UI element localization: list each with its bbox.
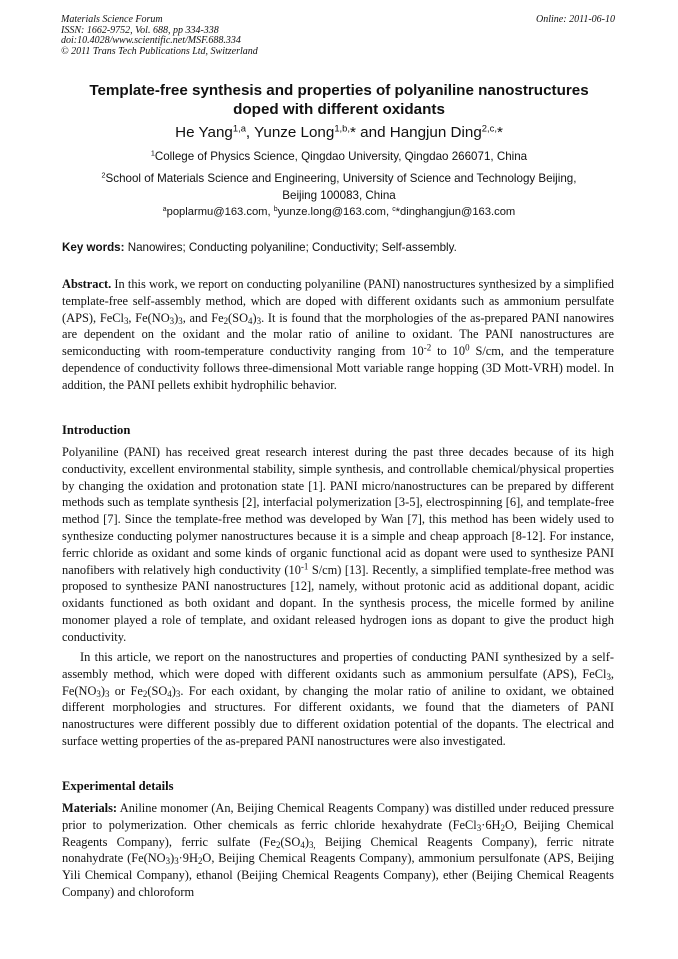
author-emails — [61, 206, 617, 218]
copyright-line: © 2011 Trans Tech Publications Ltd, Switzerland — [61, 45, 258, 57]
affiliation-1 — [61, 149, 617, 166]
email-mark: c — [392, 205, 396, 213]
affiliation-number: 1 — [150, 148, 155, 158]
subscript: 3 — [174, 856, 179, 867]
email-mark: b — [273, 205, 278, 213]
subscript: 3 — [123, 315, 129, 326]
body-text: , Fe(NO — [62, 666, 614, 698]
online-date: Online: 2011-06-10 — [536, 14, 615, 25]
affiliation-number: 2 — [101, 170, 106, 180]
doi-line: doi:10.4028/www.scientific.net/MSF.688.334 — [61, 35, 241, 46]
abstract-text: S/cm, and the temperature dependence of conductivity follows three-dimensional Mott variable range hopping (3D Mott-VRH) model. In addition, the PANI pellets exhibit hydrophilic behavior. — [62, 344, 614, 392]
email-mark: a — [162, 205, 167, 213]
body-text: (SO — [280, 834, 301, 849]
abstract-text: (SO — [228, 310, 249, 325]
corresponding-mark: * — [496, 124, 503, 141]
issn-line: ISSN: 1662-9752, Vol. 688, pp 334-338 — [61, 24, 219, 36]
journal-name: Materials Science Forum — [61, 14, 163, 25]
affiliation-text: School of Materials Science and Engineering, University of Science and Technology Beijing, — [105, 172, 577, 185]
superscript: -1 — [300, 561, 309, 572]
body-text: (SO — [147, 683, 168, 698]
body-text: ) — [171, 683, 176, 698]
superscript: 0 — [465, 342, 470, 353]
subscript: 3 — [169, 315, 175, 326]
abstract-text: ) — [174, 310, 179, 325]
superscript: -2 — [423, 342, 432, 353]
materials-paragraph — [62, 800, 614, 901]
body-text: ) — [170, 851, 175, 866]
body-text: In this article, we report on the nanostructures and properties of conducting PANI synthesized by a self-assembly method, which were doped with different oxidants such as ammonium persulfate (APS), FeCl — [62, 650, 614, 681]
subscript: 2 — [223, 315, 229, 326]
title-line-1: Template-free synthesis and properties of polyaniline nanostructures — [89, 82, 589, 99]
title-line-2: doped with different oxidants — [233, 100, 445, 118]
subscript: 3 — [165, 856, 171, 867]
body-text: ·9H — [178, 851, 198, 866]
abstract-text: , and Fe — [182, 310, 224, 325]
intro-paragraph-1 — [62, 444, 614, 646]
abstract-text: ) — [252, 310, 257, 325]
affiliation-text: College of Physics Science, Qingdao University, Qingdao 266071, China — [154, 150, 528, 163]
intro-paragraph-2 — [62, 649, 614, 750]
body-text: Beijing Chemical Reagents Company), ferric nitrate nonahydrate (Fe(NO — [62, 834, 614, 866]
affiliation-2 — [61, 171, 617, 204]
body-text: O, Beijing Chemical Reagents Company), ferric sulfate (Fe — [62, 817, 614, 849]
author-separator: and — [355, 124, 390, 141]
subscript: 2 — [197, 856, 203, 867]
subscript: 3 — [606, 672, 611, 683]
body-text: . For each oxidant, by changing the molar ratio of aniline to oxidant, we obtained different morphologies and structures. For different oxidants, we found that the diameters of PANI nanostructures were different possibly due to different oxidation potential of the dopants. The electrical and surface wetting properties of the as-prepared PANI nanostructures were also investigated. — [62, 683, 614, 748]
email-address: yunze.long@163.com, — [277, 206, 393, 218]
abstract-text: to 10 — [431, 344, 466, 359]
email-address: poplarmu@163.com, — [166, 206, 274, 218]
abstract-text: , Fe(NO — [128, 310, 170, 325]
body-text: Aniline monomer (An, Beijing Chemical Reagents Company) was distilled under reduced pressure prior to polymerization. Other chemicals as ferric chloride hexahydrate (FeCl — [62, 801, 614, 832]
subscript: 3 — [175, 688, 181, 699]
author-separator: , — [245, 124, 255, 141]
paper-title — [61, 82, 617, 119]
subscript: 3 — [256, 315, 262, 326]
keywords-label: Key words: — [62, 241, 125, 254]
author-list — [61, 124, 617, 141]
author-name: Hangjun Ding — [389, 124, 482, 141]
abstract-text: In this work, we report on conducting polyaniline (PANI) nanostructures synthesized by a simplified template-free self-assembly method, which are doped with different oxidants such as ammonium persulfate (APS), FeCl — [62, 277, 614, 325]
subscript: 4 — [300, 839, 305, 850]
abstract-text: . It is found that the morphologies of the as-prepared PANI nanowires are dependent on the oxidant and the molar ratio of aniline to oxidant. The PANI nanostructures are semiconducting with room-temperature conductivity ranging from 10 — [62, 310, 614, 359]
subscript: 2 — [500, 823, 505, 834]
body-text: or Fe — [109, 683, 143, 698]
body-text: S/cm) [13]. Recently, a simplified template-free method was proposed to synthesize PANI nanostructures [12], namely, without protonic acid as additional dopant, acidic oxidants functioned as both oxidant and dopant. In the synthesis process, the micelle formed by aniline monomer played a role of template, and oxidant released hydrogen ions as dopant to give the product high conductivity. — [62, 562, 614, 644]
abstract-label: Abstract. — [62, 277, 112, 291]
email-address: *dinghangjun@163.com — [395, 206, 516, 218]
subscript: 3 — [178, 315, 183, 326]
author-affiliation-mark: 1,a — [232, 122, 246, 134]
keywords — [62, 241, 618, 254]
author-name: Yunze Long — [254, 124, 335, 141]
materials-label: Materials: — [62, 801, 118, 815]
corresponding-mark: * — [350, 124, 356, 141]
author-affiliation-mark: 1,b, — [334, 122, 351, 134]
subscript: 2 — [275, 839, 281, 850]
affiliation-text: Beijing 100083, China — [282, 188, 396, 202]
keywords-text: Nanowires; Conducting polyaniline; Conductivity; Self-assembly. — [124, 241, 457, 254]
subscript: 3 — [476, 823, 482, 834]
subscript: 3 — [105, 688, 110, 699]
body-text: O, Beijing Chemical Reagents Company), ammonium persulfonate (APS, Beijing Yili Chemical Company), ethanol (Beijing Chemical Reagents Company), ether (Beijing Chemical Reagents Company) and chloroform — [62, 851, 614, 899]
subscript: 4 — [167, 688, 172, 699]
subscript: 3, — [308, 839, 316, 850]
author-affiliation-mark: 2,c, — [481, 122, 497, 134]
journal-header — [61, 15, 615, 57]
body-text: ) — [304, 834, 309, 849]
abstract-paragraph — [62, 276, 614, 394]
section-heading-experimental: Experimental details — [62, 779, 174, 793]
subscript: 4 — [248, 315, 253, 326]
section-heading-introduction: Introduction — [62, 423, 131, 437]
body-text: ·6H — [481, 817, 501, 832]
author-name: He Yang — [175, 124, 233, 141]
body-text: ) — [100, 683, 106, 698]
subscript: 2 — [142, 688, 148, 699]
subscript: 3 — [96, 688, 101, 699]
body-text: Polyaniline (PANI) has received great research interest during the past three decades because of its high conductivity, excellent environmental stability, simple synthesis, and controllable chemical/physical properties by changing the oxidation and protonation state [1]. PANI micro/nanostructures can be prepared by different methods such as template synthesis [2], interfacial polymerization [3-5], electrospinning [6], and template-free method [7]. Since the template-free method was developed by Wan [7], this method has been widely used to synthesize conducting polymer nanostructures because it is a simple and cheap approach [8-12]. For instance, ferric chloride as oxidant and some kinds of organic functional acid as dopant were used to synthesize PANI nanofibers with relatively high conductivity (10 — [62, 445, 614, 577]
